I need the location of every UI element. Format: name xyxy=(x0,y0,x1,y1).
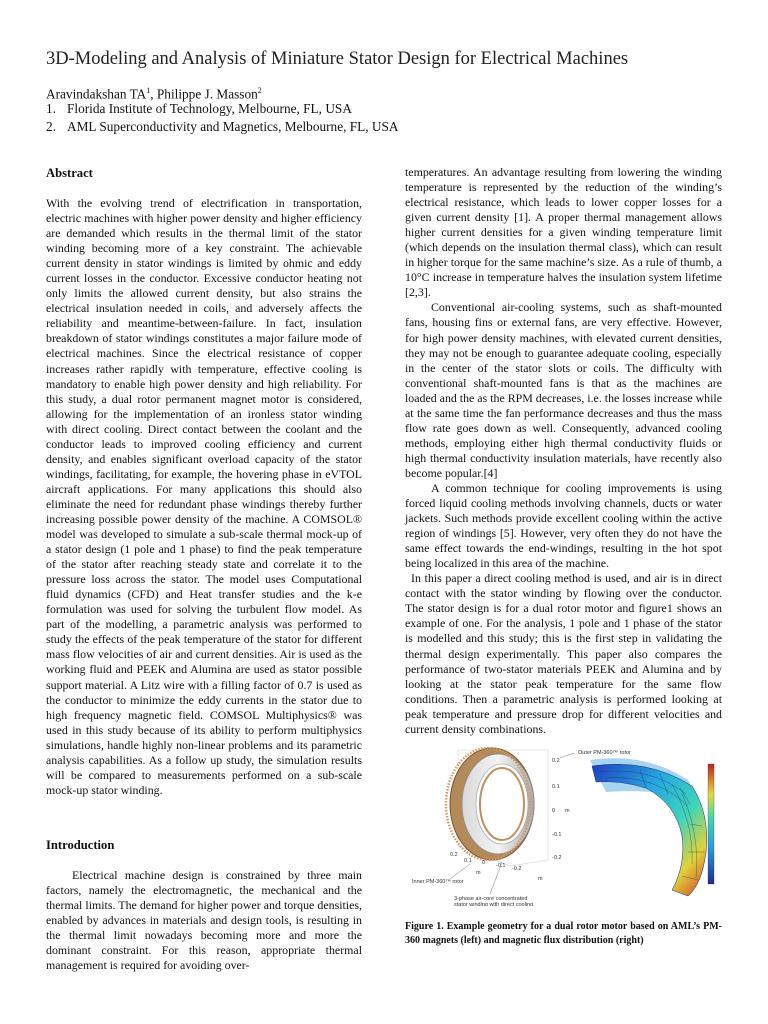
author-separator: , xyxy=(150,86,157,102)
stator-ring-drawing xyxy=(446,748,534,860)
abstract-heading: Abstract xyxy=(46,166,93,180)
figure-1-image xyxy=(410,744,722,906)
affiliation-2-number: 2. xyxy=(46,119,56,134)
affiliation-1-number: 1. xyxy=(46,101,56,116)
flux-distribution-plot xyxy=(590,758,714,896)
introduction-body xyxy=(46,868,362,973)
figure-1-caption: Figure 1. Example geometry for a dual rotor motor based on AML’s PM-360 magnets (left) and magnetic flux distribution (right) xyxy=(405,921,722,946)
introduction-paragraph: Electrical machine design is constrained by three main factors, namely the electromagnetic, the mechanical and the thermal limits. The demand for higher power and torque densities, enabled by advances in materials and design tools, is resulting in the thermal limit nowadays becoming more and more the dominant constraint. For this reason, appropriate thermal management is required for avoiding over- xyxy=(46,868,362,973)
stator-label-line-2: stator winding with direct cooling xyxy=(454,902,534,906)
tick-bottom-3: -0.1 xyxy=(496,863,506,869)
outer-rotor-label: Outer PM-360™ rotor xyxy=(578,750,631,756)
axis-unit-bottom-2: m xyxy=(538,876,543,882)
tick-right-2: 0 xyxy=(552,808,556,814)
right-column-body xyxy=(405,165,722,737)
tick-bottom-4: -0.2 xyxy=(512,866,522,872)
affiliation-1-text: Florida Institute of Technology, Melbourne, FL, USA xyxy=(67,101,352,116)
stator-label-line-1: 3-phase air-core concentrated xyxy=(454,896,528,902)
tick-right-0: 0.2 xyxy=(552,758,560,764)
axis-ticks-right xyxy=(552,758,570,861)
tick-right-3: -0.1 xyxy=(552,832,562,838)
page-title: 3D-Modeling and Analysis of Miniature Stator Design for Electrical Machines xyxy=(46,49,629,69)
tick-right-4: -0.2 xyxy=(552,855,562,861)
author-2: Philippe J. Masson xyxy=(156,86,258,102)
right-paragraph-3: A common technique for cooling improvements is using forced liquid cooling methods involving channels, ducts or water jackets. Such methods provide excellent cooling within the active region of windings [5]. However, very often they do not have the same effect towards the end-windings, resulting in the hot spot being localized in this area of the machine. xyxy=(405,480,722,571)
affiliation-1 xyxy=(46,100,736,118)
affiliation-2 xyxy=(46,118,736,136)
author-1: Aravindakshan TA xyxy=(46,86,147,102)
right-paragraph-4: In this paper a direct cooling method is used, and air is in direct contact with the stator winding by flowing over the conductor. The stator design is for a dual rotor motor and figure1 shows an example of one. For the analysis, 1 pole and 1 phase of the stator is modelled and this study; this is the first step in validating the thermal design experimentally. This paper also compares the performance of two-stator materials PEEK and Alumina and by looking at the stator peak temperature for the same flow conditions. Then a parametric analysis is performed looking at peak temperature and pressure drop for different velocities and current density combinations. xyxy=(405,571,722,736)
right-paragraph-1: temperatures. An advantage resulting from lowering the winding temperature is represented by the reduction of the winding’s electrical resistance, which leads to lower copper losses for a given current density [1]. A proper thermal management allows higher current densities for a given winding temperature limit (which depends on the insulation thermal class), which can result in higher torque for the same machine’s size. As a rule of thumb, a 10°C increase in temperature halves the insulation system lifetime [2,3]. xyxy=(405,165,722,300)
affiliation-2-text: AML Superconductivity and Magnetics, Melbourne, FL, USA xyxy=(67,119,399,134)
author-2-affil-mark: 2 xyxy=(257,86,262,95)
introduction-heading: Introduction xyxy=(46,838,115,852)
author-1-affil-mark: 1 xyxy=(146,86,151,95)
tick-right-1: 0.1 xyxy=(552,784,560,790)
inner-rotor-label: Inner PM-360™ rotor xyxy=(412,879,464,885)
abstract-body xyxy=(46,196,362,798)
tick-bottom-1: 0.1 xyxy=(464,858,472,864)
tick-bottom-0: 0.2 xyxy=(450,852,458,858)
figure-1 xyxy=(410,744,722,906)
axis-unit-bottom-1: m xyxy=(476,870,481,876)
right-paragraph-2: Conventional air-cooling systems, such as shaft-mounted fans, housing fins or external fans, are very effective. However, for high power density machines, with elevated current densities, they may not be enough to guarantee adequate cooling, especially in the center of the stator slots or coils. The difficulty with conventional shaft-mounted fans is that as the machines are loaded and the as the RPM decreases, i.e. the losses increase while at the same time the fan performance decreases and thus the mass flow rate goes down as well. Consequently, advanced cooling methods, employing either high thermal conductivity fluids or high thermal conductivity insulation materials, have recently also become popular.[4] xyxy=(405,300,722,480)
abstract-paragraph: With the evolving trend of electrification in transportation, electric machines with higher power density and higher efficiency are demanded which results in the thermal limit of the stator winding becoming more of a key constraint. The achievable current density in stator windings is limited by ohmic and eddy current losses in the conductor. Excessive conductor heating not only limits the allowed current density, but also strains the electrical insulation needed in coils, and adversely affects the reliability and meantime-between-failure. In fact, insulation breakdown of stator windings constitutes a major failure mode of electrical machines. Since the electrical resistance of copper increases rather rapidly with temperature, effective cooling is mandatory to enable high power density and high reliability. For this study, a dual rotor permanent magnet motor is considered, allowing for the implementation of an ironless stator winding with direct cooling. Direct contact between the coolant and the conductor leads to improved cooling efficiency and current density, and enables significant overload capacity of the stator windings, facilitating, for example, the hovering phase in eVTOL aircraft applications. For many applications this should also eliminate the need for redundant phase windings thereby further increasing possible power density of the machine. A COMSOL® model was developed to simulate a sub-scale thermal mock-up of a stator design (1 pole and 1 phase) to find the peak temperature of the stator after reaching steady state and correlate it to the pressure loss across the stator. The model uses Computational fluid dynamics (CFD) and Heat transfer studies and the k-e formulation was used for solving the turbulent flow model. As part of the modelling, a parametric analysis was performed to study the effects of the peak temperature of the stator for different mass flow velocities of air and current densities. Air is used as the working fluid and PEEK and Alumina are used as stator possible support material. A Litz wire with a filling factor of 0.7 is used as the conductor to minimize the eddy currents in the stator due to high frequency magnetic field. COMSOL Multiphysics® was used in this study because of its ability to perform multiphysics simulations, handle highly non-linear problems and its parametric analysis capabilities. As a follow up study, the simulation results will be compared to measurements performed on a sub-scale mock-up stator winding. xyxy=(46,196,362,797)
axis-unit-right: m xyxy=(565,808,570,814)
tick-bottom-2: 0 xyxy=(482,860,486,866)
